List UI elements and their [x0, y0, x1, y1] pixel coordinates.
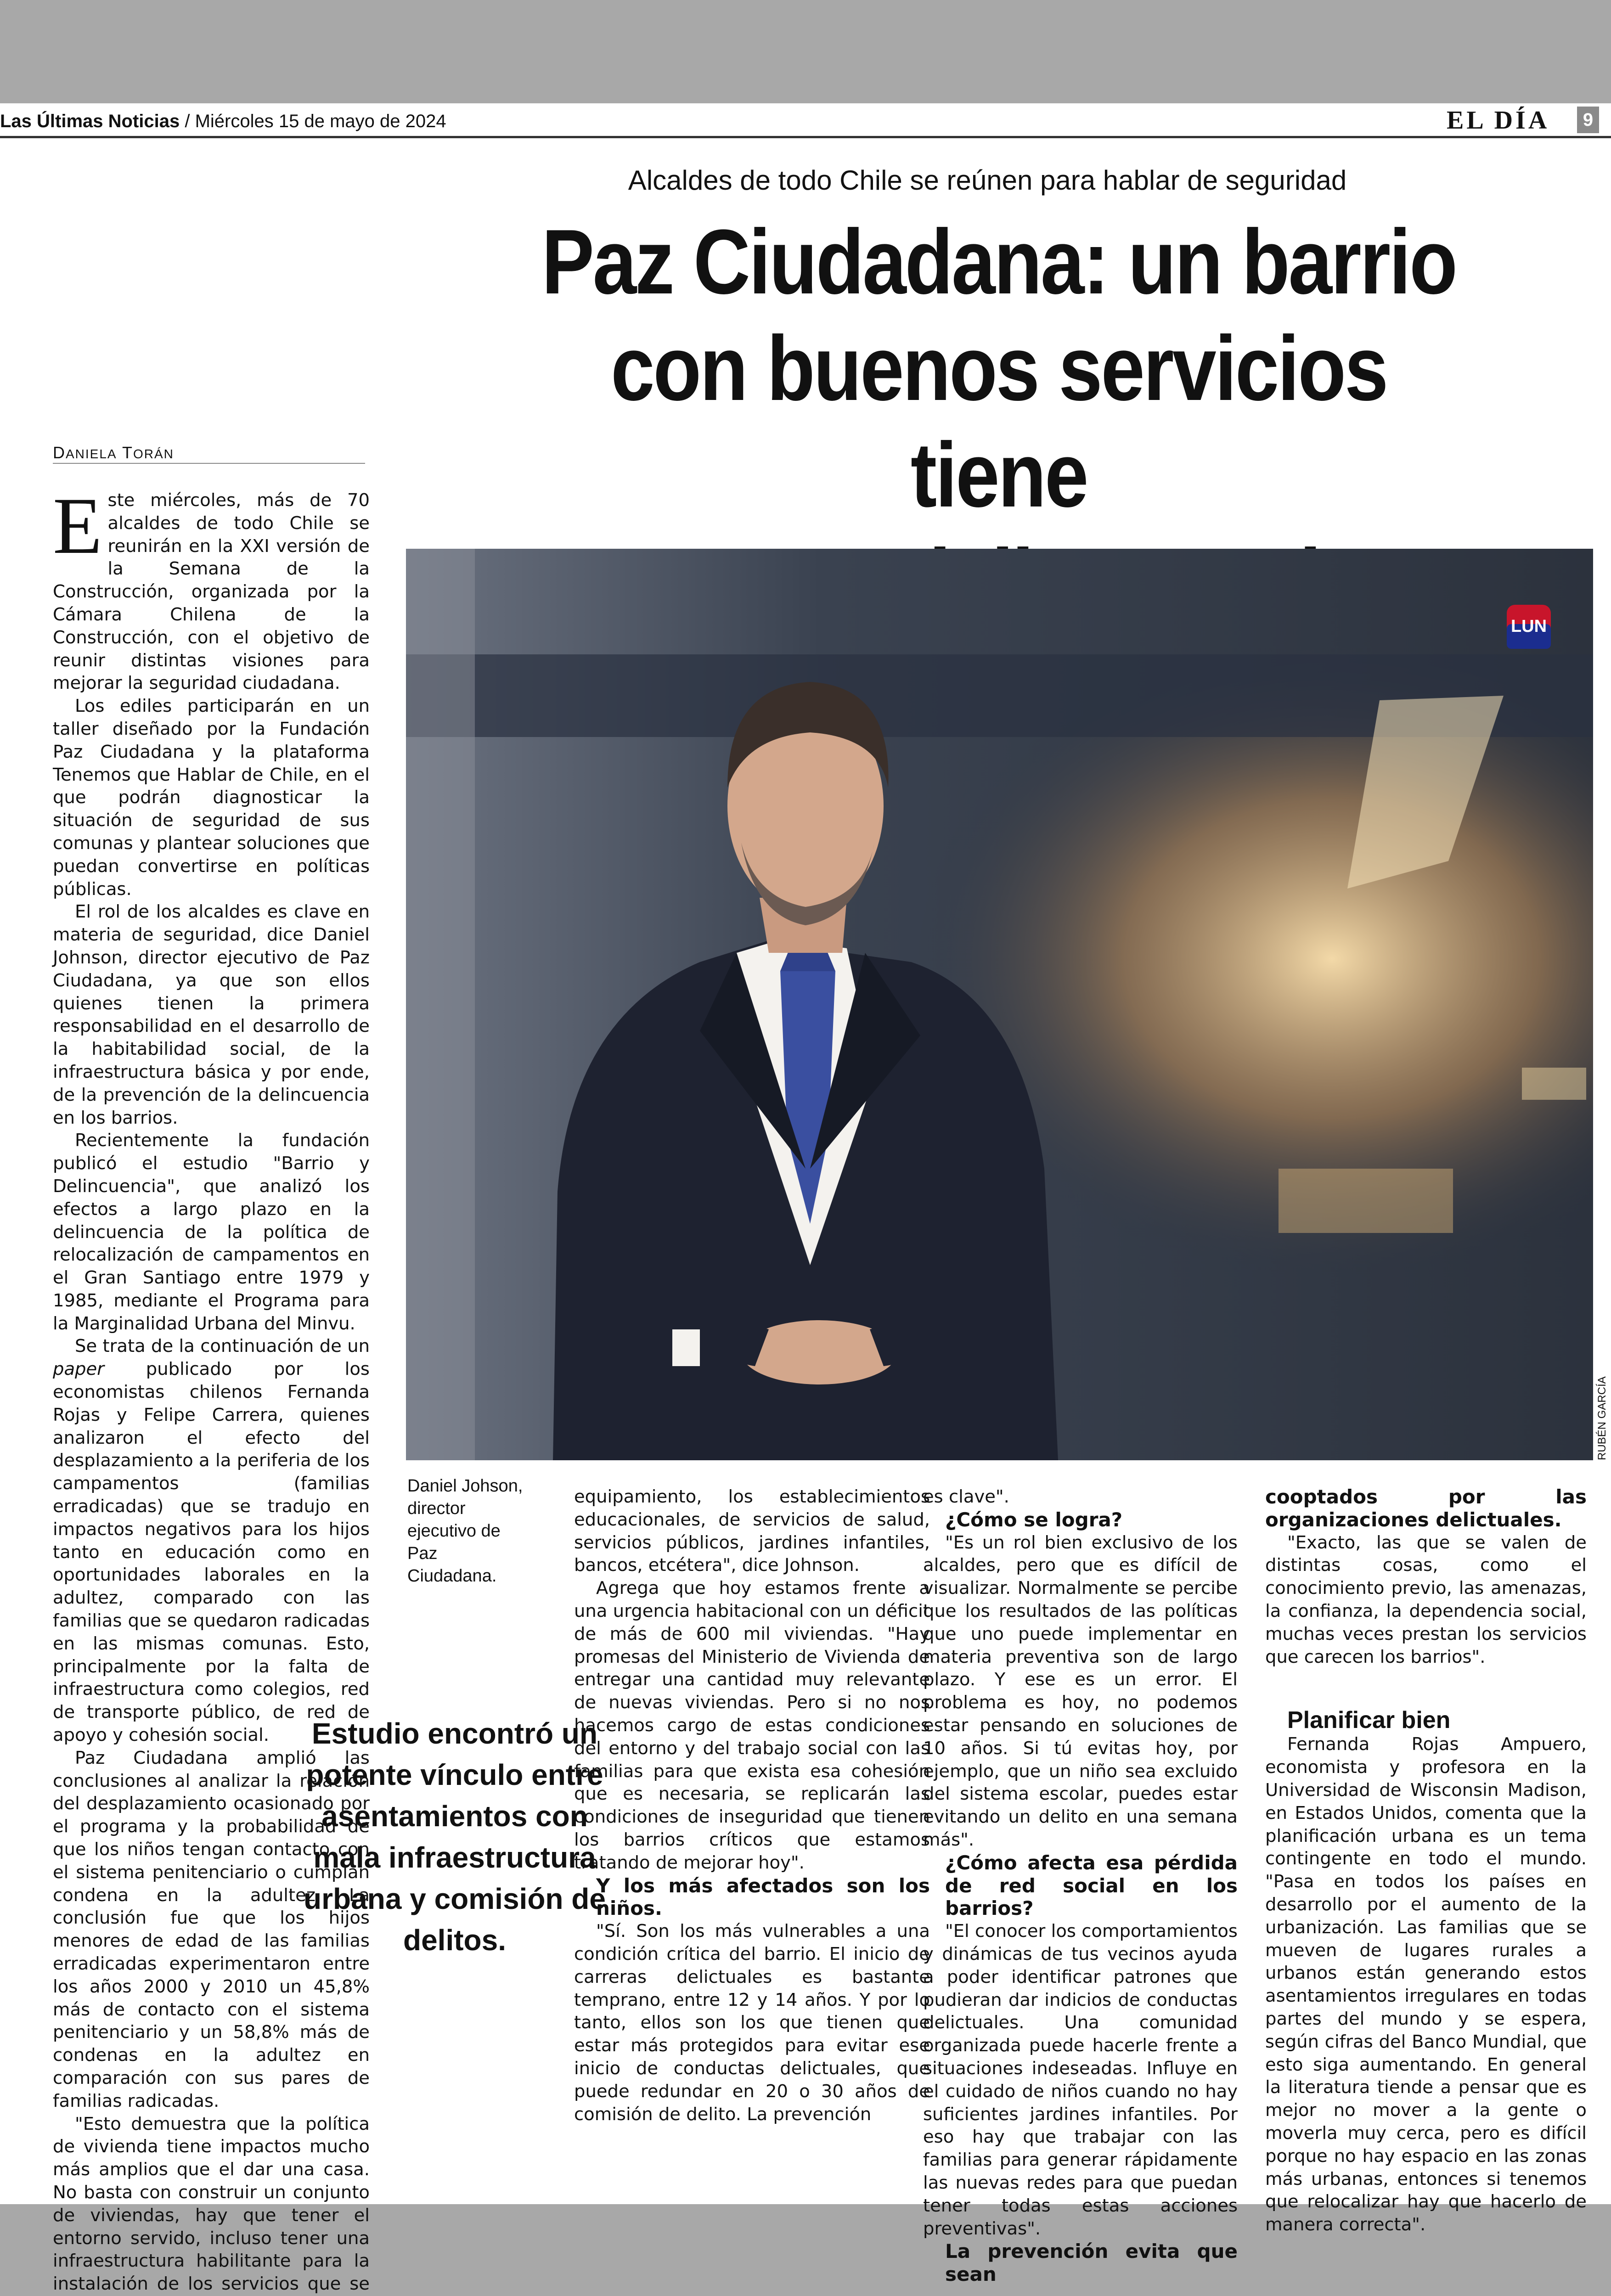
paragraph: Se trata de la continuación de un paper publicado por los economistas chilenos Fernanda Rojas y Felipe Carrera, quienes analizaron el efecto del desplazamiento a la periferia de los campamentos (familias erradicadas) que se tradujo en impactos negativos para los hijos tanto en educación como en oportunidades laborales en la adultez, comparado con las familias que se quedaron radicadas en las mismas comunas. Esto, principalmente por la falta de infraestructura como colegios, red de transporte público, de red de apoyo y cohesión social. [53, 1336, 370, 1746]
publication-name: Las Últimas Noticias [0, 111, 180, 131]
question-heading: La prevención evita que sean [945, 2240, 1238, 2286]
paragraph: es clave". [923, 1486, 1009, 1507]
article-column-4 [1265, 1486, 1587, 2236]
question-heading: Y los más afectados son los niños. [596, 1874, 930, 1920]
paragraph: Fernanda Rojas Ampuero, economista y profesora en la Universidad de Wisconsin Madison, en Estados Unidos, comenta que la planificación urbana es un tema contingente en todo el mundo. "Pasa en todos los países en desarrollo por el aumento de la urbanización. Las familias que se mueven de lugares rurales a urbanos están generando estos asentamientos irregulares en todas partes del mundo y se espera, según cifras del Banco Mundial, que esto siga aumentando. En general la literatura tiende a pensar que es mejor no mover a la gente o moverla muy cerca, pero es difícil porque no hay espacio en las zonas más urbanas, entonces si tenemos que relocalizar hay que hacerlo de manera correcta". [1265, 1734, 1587, 2235]
paragraph: "Es un rol bien exclusivo de los alcaldes, pero que es difícil de visualizar. Normalmente se percibe que los resultados de las políticas que uno puede implementar en materia preventiva son de largo plazo. Y ese es un error. El problema es hoy, no podemos estar pensando en soluciones de 10 años. Si tú evitas hoy, por ejemplo, que un niño sea excluido del sistema escolar, puedes estar evitando un delito en una semana más". [923, 1532, 1238, 1850]
article-photo [406, 549, 1593, 1460]
headline-line: Paz Ciudadana: un barrio [541, 211, 1456, 313]
paragraph: Paz Ciudadana amplió las conclusiones al analizar la relación del desplazamiento ocasionado por el programa y la probabilidad de que los niños tengan contacto con el sistema penitenciario o cumplan condena en la adultez. La conclusión fue que los hijos menores de edad de las familias erradicadas experimentaron entre los años 2000 y 2010 un 45,8% más de contacto con el sistema penitenciario y un 58,8% más de condenas en la adultez en comparación con sus pares de familias radicadas. [53, 1747, 370, 2111]
headline-line: con buenos servicios tiene [610, 317, 1387, 526]
portrait-illustration [406, 549, 1593, 1460]
paragraph: Recientemente la fundación publicó el estudio "Barrio y Delincuencia", que analizó los efectos a largo plazo en la delincuencia de la política de relocalización de campamentos en el Gran Santiago entre 1979 y 1985, mediante el Programa para la Marginalidad Urbana del Minvu. [53, 1130, 370, 1334]
paragraph: equipamiento, los establecimientos educacionales, de servicios de salud, servicios públicos, jardines infantiles, bancos, etcétera", dice Johnson. [574, 1486, 930, 1576]
byline-rule [53, 463, 365, 464]
paragraph: "Sí. Son los más vulnerables a una condición crítica del barrio. El inicio de carreras delictuales es bastante temprano, entre 12 y 14 años. Y por lo tanto, ellos son los que tienen que estar más protegidos para evitar ese inicio de conductas delictuales, que puede redundar en 20 o 30 años de comisión de delito. La prevención [574, 1921, 930, 2125]
question-heading: ¿Cómo afecta esa pérdida de red social en los barrios? [945, 1851, 1238, 1920]
publication-date: Miércoles 15 de mayo de 2024 [195, 111, 446, 131]
paragraph: Agrega que hoy estamos frente a una urgencia habitacional con un déficit de más de 600 mil viviendas. "Hay promesas del Ministerio de Vivienda de entregar una cantidad muy relevante de nuevas viviendas. Pero si no nos hacemos cargo de estas condiciones del entorno y del trabajo social con las familias para que exista esa cohesión que es necesaria, se replicarán las condiciones de inseguridad que tienen los barrios críticos que estamos tratando de mejorar hoy". [574, 1578, 930, 1873]
photo-credit: RUBÉN GARCÍA [1596, 1376, 1608, 1460]
drop-cap: E [53, 481, 102, 571]
article-column-3 [923, 1486, 1238, 2286]
masthead-publication [0, 111, 446, 132]
photo-caption: Daniel Johson, director ejecutivo de Paz Ciudadana. [407, 1476, 523, 1586]
paragraph: "El conocer los comportamientos y dinámicas de tus vecinos ayuda a poder identificar patrones que pudieran dar indicios de conductas delictuales. Una comunidad organizada puede hacerle frente a situaciones indeseadas. Influye en el cuidado de niños cuando no hay suficientes jardines infantiles. Por eso hay que trabajar con las familias para generar rápidamente las nuevas redes para que puedan tener todas estas acciones preventivas". [923, 1921, 1238, 2239]
question-heading: ¿Cómo se logra? [945, 1508, 1123, 1531]
paragraph: "Exacto, las que se valen de distintas cosas, como el conocimiento previo, las amenazas, la confianza, la dependencia social, muchas veces prestan los servicios que carecen los barrios". [1265, 1532, 1587, 1667]
masthead-separator: / [180, 111, 195, 131]
paragraph: Este miércoles, más de 70 alcaldes de todo Chile se reunirán en la XXI versión de la Semana de la Construcción, organizada por la Cámara Chilena de la Construcción, con el objetivo de reunir distintas visiones para mejorar la seguridad ciudadana. [53, 481, 370, 694]
paragraph: El rol de los alcaldes es clave en materia de seguridad, dice Daniel Johnson, director ejecutivo de Paz Ciudadana, ya que son ellos quienes tienen la primera responsabilidad en el desarrollo de la habitabilidad social, de la infraestructura básica y por ende, de la prevención de la delincuencia en los barrios. [53, 901, 370, 1128]
article-kicker: Alcaldes de todo Chile se reúnen para hablar de seguridad [628, 165, 1347, 196]
lun-badge: LUN [1510, 617, 1547, 636]
article-column-1 [53, 481, 370, 2296]
paragraph: Los ediles participarán en un taller diseñado por la Fundación Paz Ciudadana y la plataforma Tenemos que Hablar de Chile, en el que podrán diagnosticar la situación de seguridad de sus comunas y plantear soluciones que puedan convertirse en políticas públicas. [53, 696, 370, 900]
article-column-2 [574, 1486, 930, 2126]
section-name: EL DÍA [1447, 106, 1550, 135]
question-heading: cooptados por las organizaciones delictuales. [1265, 1486, 1587, 1531]
masthead-rule [0, 136, 1611, 138]
page-number: 9 [1577, 107, 1599, 133]
paragraph: "Esto demuestra que la política de vivienda tiene impactos mucho más amplios que el dar una casa. No basta con construir un conjunto de viviendas, hay que tener el entorno servido, incluso tener una infraestructura habilitante para la instalación de los servicios que se [53, 2113, 370, 2295]
pull-quote: Estudio encontró un potente vínculo entre asentamientos con mala infraestructura urbana y comisión de delitos. [304, 1717, 606, 1957]
subheading: Planificar bien [1287, 1707, 1451, 1734]
byline: DANIELA TORÁN [53, 443, 174, 462]
viewer-top-margin [0, 0, 1611, 103]
